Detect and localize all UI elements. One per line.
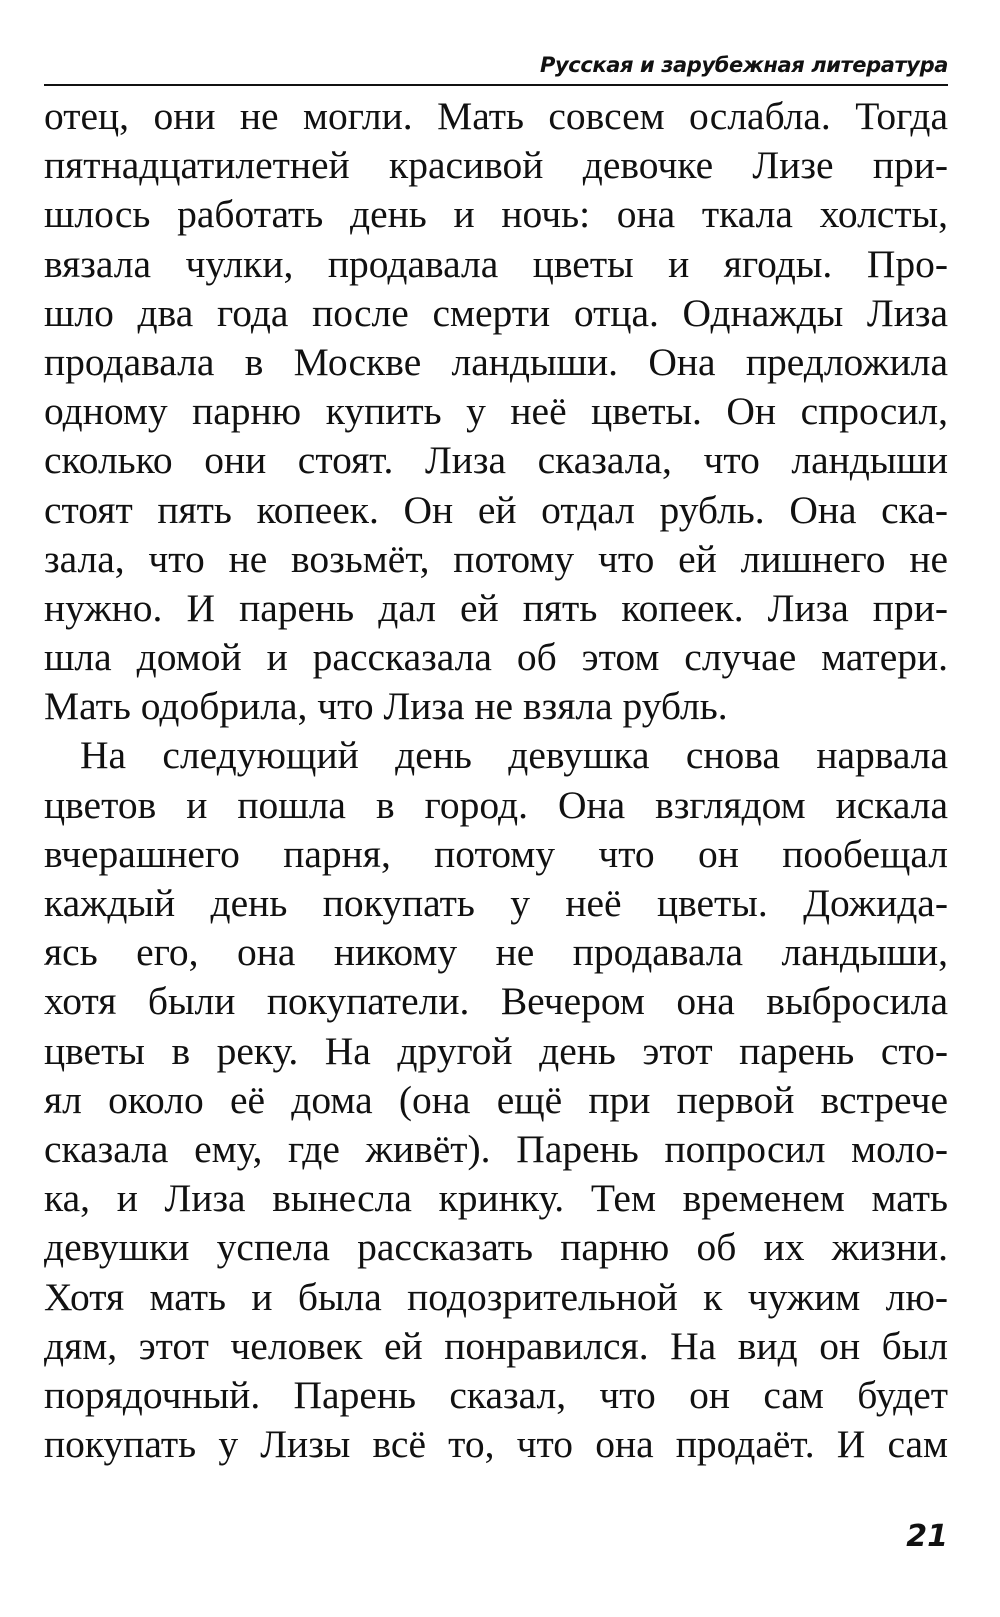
text-line: вчерашнего парня, потому что он пообещал <box>44 831 948 876</box>
text-line: продавала в Москве ландыши. Она предложила <box>44 339 948 384</box>
paragraph-2 <box>44 731 948 1469</box>
text-line: Хотя мать и была подозрительной к чужим лю- <box>44 1274 948 1319</box>
text-line: порядочный. Парень сказал, что он сам будет <box>44 1372 948 1417</box>
text-line: вязала чулки, продавала цветы и ягоды. Про- <box>44 241 948 286</box>
text-line: шла домой и рассказала об этом случае матери. <box>44 635 948 680</box>
text-line: пятнадцатилетней красивой девочке Лизе при- <box>44 143 948 188</box>
text-line: дям, этот человек ей понравился. На вид он был <box>44 1323 948 1368</box>
text-line: нужно. И парень дал ей пять копеек. Лиза при- <box>44 585 948 630</box>
text-line: цветы в реку. На другой день этот парень сто- <box>44 1028 948 1073</box>
text-line: ясь его, она никому не продавала ландыши, <box>44 930 948 975</box>
text-line: девушки успела рассказать парню об их жизни. <box>44 1225 948 1270</box>
text-line: стоят пять копеек. Он ей отдал рубль. Она ска- <box>44 487 948 532</box>
text-line: одному парню купить у неё цветы. Он спросил, <box>44 389 948 434</box>
text-line: покупать у Лизы всё то, что она продаёт. И сам <box>44 1422 948 1467</box>
text-line: зала, что не возьмёт, потому что ей лишнего не <box>44 536 948 581</box>
text-line: шло два года после смерти отца. Однажды Лиза <box>44 290 948 335</box>
paragraph-1 <box>44 92 948 731</box>
page-number: 21 <box>906 1519 948 1554</box>
text-line: ял около её дома (она ещё при первой встрече <box>44 1077 948 1122</box>
text-line: сказала ему, где живёт). Парень попросил моло- <box>44 1126 948 1171</box>
running-header: Русская и зарубежная литература <box>44 50 948 86</box>
text-line: отец, они не могли. Мать совсем ослабла. Тогда <box>44 94 948 138</box>
text-line: сколько они стоят. Лиза сказала, что ландыши <box>44 438 948 483</box>
text-line: цветов и пошла в город. Она взглядом искала <box>44 782 948 827</box>
text-line: шлось работать день и ночь: она ткала холсты, <box>44 192 948 237</box>
text-line: Мать одобрила, что Лиза не взяла рубль. <box>44 684 728 729</box>
text-line: каждый день покупать у неё цветы. Дожида- <box>44 881 948 925</box>
text-line: хотя были покупатели. Вечером она выбросила <box>44 979 948 1024</box>
page-text <box>44 92 948 1469</box>
text-line: ка, и Лиза вынесла кринку. Тем временем мать <box>44 1176 948 1221</box>
text-line: На следующий день девушка снова нарвала <box>80 733 948 778</box>
